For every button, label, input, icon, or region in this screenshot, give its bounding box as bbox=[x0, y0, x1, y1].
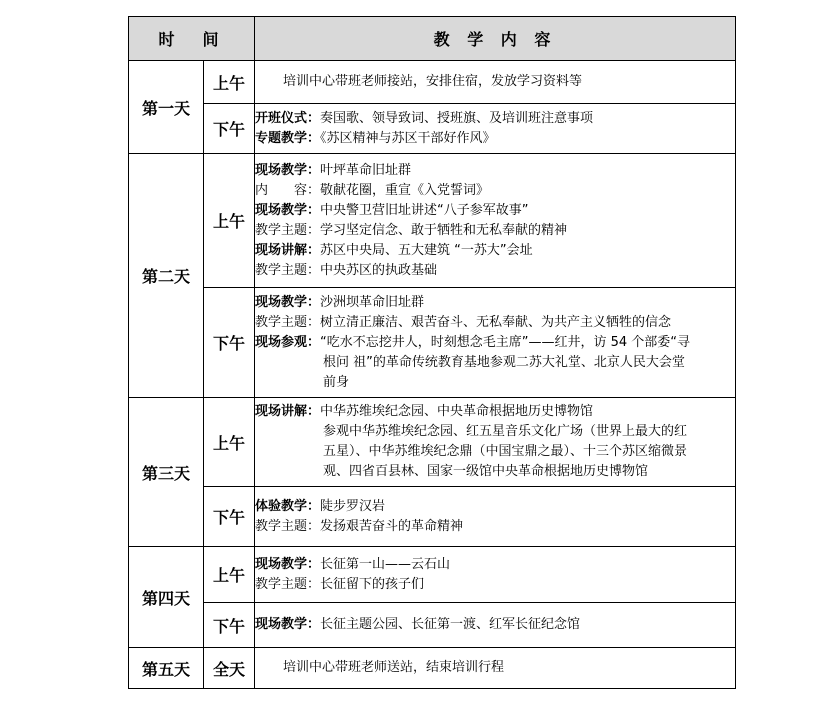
content-line bbox=[255, 575, 735, 595]
line-label: 教学主题： bbox=[255, 222, 321, 238]
header-content: 教 学 内 容 bbox=[255, 17, 736, 61]
content-line bbox=[255, 241, 735, 261]
content-line: 观、四省百县林、国家一级馆中央革命根据地历史博物馆 bbox=[323, 464, 649, 479]
line-text: 树立清正廉洁、艰苦奋斗、无私奉献、为共产主义牺牲的信念 bbox=[320, 314, 672, 330]
line-text: 沙洲坝革命旧址群 bbox=[320, 294, 425, 310]
content-line bbox=[255, 517, 735, 537]
line-label: 体验教学： bbox=[255, 498, 321, 514]
content-line: 五星）、中华苏维埃纪念鼎（中国宝鼎之最）、十三个苏区缩微景 bbox=[323, 444, 688, 459]
line-label: 现场教学： bbox=[255, 556, 321, 572]
line-text: 苏区中央局、五大建筑 “一苏大”会址 bbox=[320, 242, 533, 258]
day4-pm-content bbox=[255, 603, 736, 648]
period-pm: 下午 bbox=[204, 487, 255, 547]
day1-am-content bbox=[255, 61, 736, 104]
period-am: 上午 bbox=[204, 61, 255, 104]
day2-pm-content bbox=[255, 288, 736, 398]
period-am: 上午 bbox=[204, 154, 255, 288]
period-pm: 下午 bbox=[204, 603, 255, 648]
line-text: 敬献花圈，重宣《入党誓词》 bbox=[320, 182, 490, 198]
day1-pm-row bbox=[129, 104, 736, 154]
content-line bbox=[255, 293, 735, 313]
content-line bbox=[255, 615, 735, 635]
content-line: 培训中心带班老师接站，安排住宿，发放学习资料等 bbox=[283, 74, 583, 89]
line-text: 奏国歌、领导致词、授班旗、及培训班注意事项 bbox=[320, 110, 594, 126]
period-am: 上午 bbox=[204, 547, 255, 603]
line-text: 陡步罗汉岩 bbox=[320, 498, 386, 514]
line-label: 专题教学： bbox=[255, 130, 321, 146]
day3-am-row bbox=[129, 398, 736, 487]
content-line bbox=[255, 221, 735, 241]
line-label: 现场教学： bbox=[255, 202, 321, 218]
line-label: 现场讲解： bbox=[255, 242, 321, 258]
line-text: 学习坚定信念、敢于牺牲和无私奉献的精神 bbox=[320, 222, 568, 238]
day2-am-content bbox=[255, 154, 736, 288]
line-label: 现场讲解： bbox=[255, 404, 321, 419]
day2-am-row bbox=[129, 154, 736, 288]
header-row bbox=[129, 17, 736, 61]
period-pm: 下午 bbox=[204, 288, 255, 398]
line-text: 发扬艰苦奋斗的革命精神 bbox=[320, 518, 464, 534]
line-label: 教学主题： bbox=[255, 576, 321, 592]
line-label: 教学主题： bbox=[255, 262, 321, 278]
day3-am-content bbox=[255, 398, 736, 487]
line-text: 中央苏区的执政基础 bbox=[320, 262, 438, 278]
day1-am-row bbox=[129, 61, 736, 104]
day-label: 第二天 bbox=[129, 154, 204, 398]
line-text: “吃水不忘挖井人，时刻想念毛主席”——红井，访 54 个部委“寻 bbox=[320, 334, 691, 350]
line-text: 长征留下的孩子们 bbox=[320, 576, 425, 592]
content-line bbox=[255, 129, 735, 149]
day1-pm-content bbox=[255, 104, 736, 154]
content-line: 培训中心带班老师送站，结束培训行程 bbox=[283, 660, 505, 675]
content-line: 根问 祖”的革命传统教育基地参观二苏大礼堂、北京人民大会堂 bbox=[323, 354, 685, 370]
content-line: 前身 bbox=[323, 374, 350, 390]
content-line bbox=[255, 555, 735, 575]
day4-am-row bbox=[129, 547, 736, 603]
day2-pm-row bbox=[129, 288, 736, 398]
line-text: 中华苏维埃纪念园、中央革命根据地历史博物馆 bbox=[320, 404, 594, 419]
line-label: 内 容： bbox=[255, 182, 321, 198]
line-text: 长征主题公园、长征第一渡、红军长征纪念馆 bbox=[320, 617, 581, 632]
line-label: 现场参观： bbox=[255, 334, 321, 350]
period-am: 上午 bbox=[204, 398, 255, 487]
line-label: 现场教学： bbox=[255, 294, 321, 310]
day5-content bbox=[255, 648, 736, 689]
header-time: 时 间 bbox=[129, 17, 255, 61]
content-line bbox=[255, 109, 735, 129]
day4-am-content bbox=[255, 547, 736, 603]
day-label: 第三天 bbox=[129, 398, 204, 547]
day3-pm-content bbox=[255, 487, 736, 547]
content-line bbox=[255, 261, 735, 281]
day-label: 第一天 bbox=[129, 61, 204, 154]
line-label: 教学主题： bbox=[255, 314, 321, 330]
line-label: 现场教学： bbox=[255, 162, 321, 178]
line-label: 开班仪式： bbox=[255, 110, 321, 126]
schedule-table bbox=[128, 16, 736, 689]
content-line bbox=[255, 161, 735, 181]
day5-row bbox=[129, 648, 736, 689]
line-text: 叶坪革命旧址群 bbox=[320, 162, 412, 178]
line-label: 教学主题： bbox=[255, 518, 321, 534]
line-label: 现场教学： bbox=[255, 617, 321, 632]
content-line bbox=[255, 313, 735, 333]
content-line: 参观中华苏维埃纪念园、红五星音乐文化广场（世界上最大的红 bbox=[323, 424, 688, 439]
day3-pm-row bbox=[129, 487, 736, 547]
day4-pm-row bbox=[129, 603, 736, 648]
day-label: 第四天 bbox=[129, 547, 204, 648]
content-line bbox=[255, 333, 735, 353]
period-pm: 下午 bbox=[204, 104, 255, 154]
content-line bbox=[255, 201, 735, 221]
day-label: 第五天 bbox=[129, 648, 204, 689]
content-line bbox=[255, 402, 735, 422]
line-text: 中央警卫营旧址讲述“八子参军故事” bbox=[320, 202, 529, 218]
line-text: 《苏区精神与苏区干部好作风》 bbox=[320, 130, 496, 146]
content-line bbox=[255, 181, 735, 201]
line-text: 长征第一山——云石山 bbox=[320, 556, 451, 572]
period-all: 全天 bbox=[204, 648, 255, 689]
content-line bbox=[255, 497, 735, 517]
